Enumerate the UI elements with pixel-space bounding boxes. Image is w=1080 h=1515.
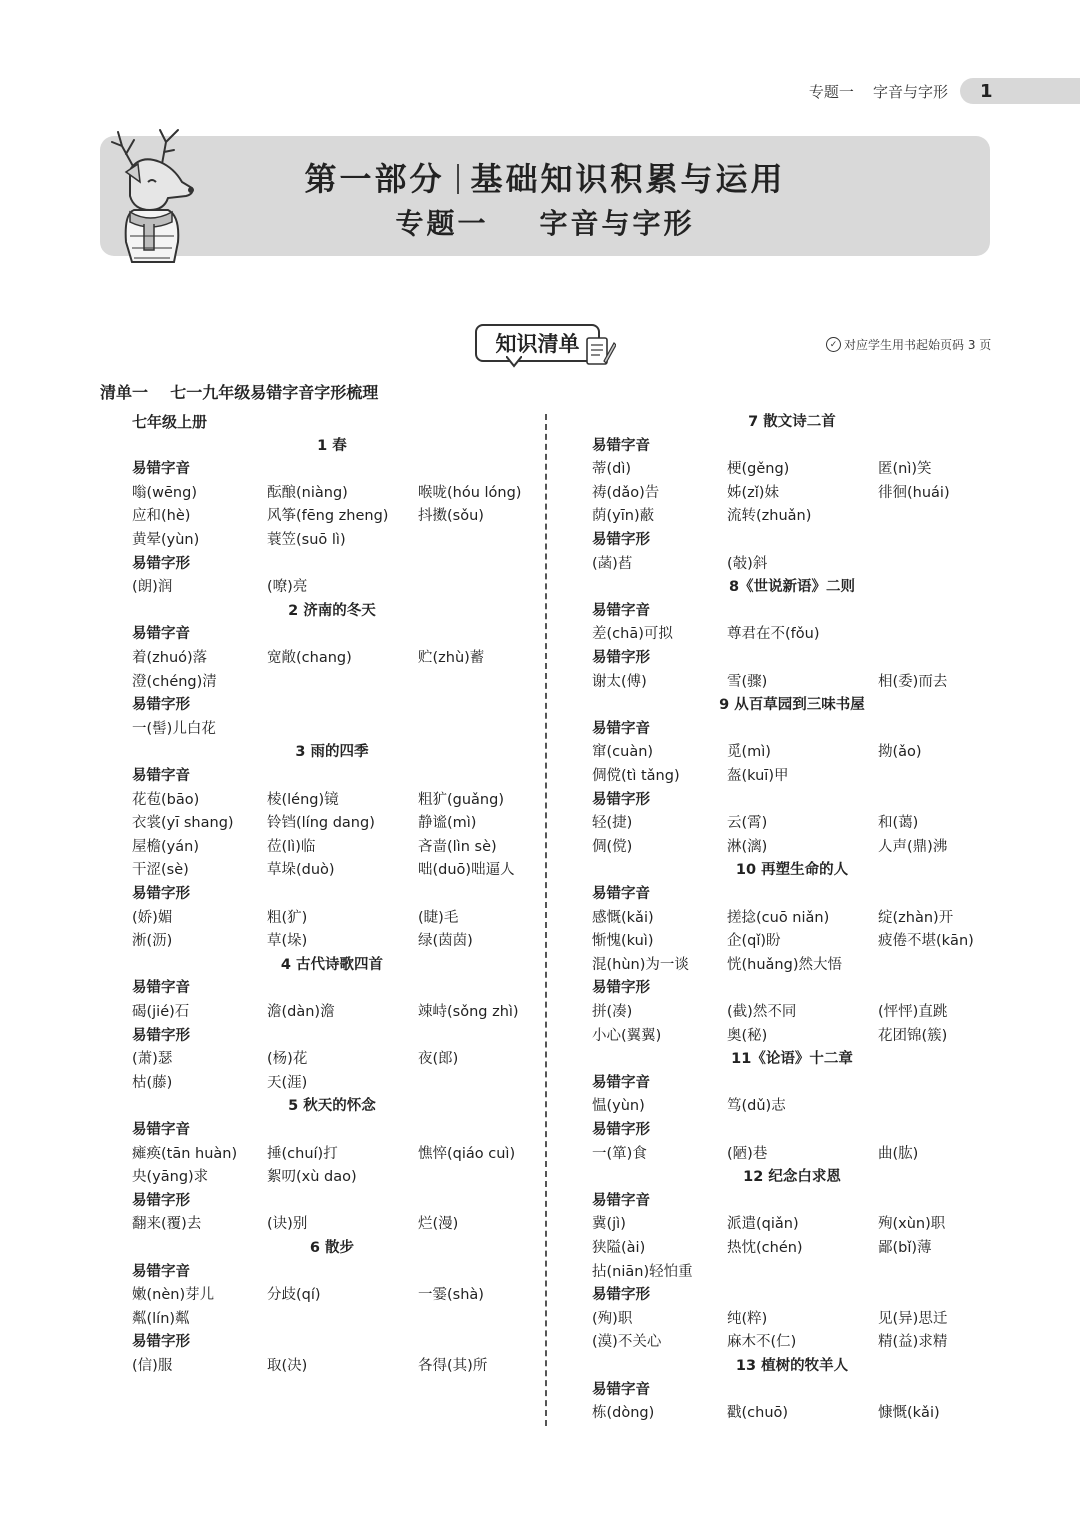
word-entry: 搓捻(cuō niǎn) — [727, 909, 830, 926]
category-heading: 易错字音 — [592, 1381, 650, 1398]
category-heading-line — [132, 882, 190, 906]
word-entry: 精(益)求精 — [878, 1334, 948, 1351]
check-circle-icon: ✓ — [826, 337, 841, 352]
word-entry: 草垛(duò) — [267, 862, 335, 879]
lesson-title-line — [592, 575, 992, 599]
word-entry: (攲)斜 — [727, 555, 768, 572]
word-entry: 倜(傥) — [592, 838, 633, 855]
lesson-title: 5 秋天的怀念 — [288, 1098, 376, 1115]
word-entry: 荫(yīn)蔽 — [592, 508, 655, 525]
running-header — [809, 78, 1080, 104]
word-entry: 纯(粹) — [727, 1310, 768, 1327]
word-entry: 着(zhuó)落 — [132, 650, 208, 666]
word-entry: 热忱(chén) — [727, 1240, 803, 1256]
lesson-title: 12 纪念白求恩 — [743, 1169, 841, 1186]
category-heading-line — [592, 434, 650, 458]
lesson-title-line — [132, 434, 532, 458]
word-entry: 倜傥(tì tǎng) — [592, 768, 680, 784]
word-entry: 见(异)思迁 — [878, 1310, 948, 1327]
category-heading-line — [592, 1378, 650, 1402]
lesson-title-line — [132, 1094, 532, 1118]
word-entry: 铃铛(líng dang) — [267, 815, 375, 832]
deer-mascot-illustration — [104, 124, 200, 266]
word-entry: 咄(duō)咄逼人 — [418, 862, 515, 879]
category-heading: 易错字形 — [132, 1192, 190, 1209]
word-entry: 翻来(覆)去 — [132, 1216, 202, 1233]
category-heading-line — [132, 552, 190, 576]
word-entry: (殉)职 — [592, 1310, 633, 1327]
category-heading: 易错字形 — [132, 1334, 190, 1351]
lesson-title-line — [592, 693, 992, 717]
word-entry: 梗(gěng) — [727, 461, 790, 478]
category-heading-line — [132, 764, 190, 788]
word-entry: 绿(茵茵) — [418, 933, 473, 950]
word-entry: 栋(dòng) — [592, 1405, 655, 1422]
word-entry: 拗(ǎo) — [878, 744, 922, 761]
word-entry: 碣(jié)石 — [132, 1004, 190, 1020]
word-entry: (陋)巷 — [727, 1145, 768, 1162]
category-heading-line — [592, 1189, 650, 1213]
lesson-title-line — [592, 858, 992, 882]
category-heading-line — [592, 599, 650, 623]
word-entry: (菡)萏 — [592, 555, 633, 572]
category-heading-line — [592, 788, 650, 812]
notepad-pen-icon — [584, 333, 616, 367]
word-entry: 取(决) — [267, 1358, 308, 1374]
word-entry: 酝酿(niàng) — [267, 484, 348, 501]
word-entry: 枯(藤) — [132, 1074, 173, 1091]
word-entry: 冀(jì) — [592, 1216, 626, 1233]
section-title: 清单一 七一九年级易错字音字形梳理 — [100, 383, 379, 402]
word-entry: 尊君在不(fǒu) — [727, 626, 820, 643]
chapter-banner — [100, 136, 990, 256]
word-entry: 感慨(kǎi) — [592, 909, 654, 926]
lesson-title-line — [132, 953, 532, 977]
category-heading: 易错字音 — [132, 1122, 190, 1138]
lesson-title-line — [132, 599, 532, 623]
word-entry: 憔悴(qiáo cuì) — [418, 1145, 516, 1162]
word-entry: 惭愧(kuì) — [592, 933, 654, 950]
category-heading: 易错字音 — [592, 1192, 650, 1209]
word-entry: 蓑笠(suō lì) — [267, 532, 346, 548]
lesson-title: 2 济南的冬天 — [288, 602, 376, 619]
category-heading: 易错字形 — [132, 1027, 190, 1044]
lesson-title-line — [132, 740, 532, 764]
word-entry: 静谧(mì) — [418, 815, 477, 832]
word-entry: 殉(xùn)职 — [878, 1216, 946, 1233]
category-heading: 易错字形 — [592, 980, 650, 997]
word-entry: 窜(cuàn) — [592, 744, 654, 761]
lesson-title: 10 再塑生命的人 — [735, 862, 849, 879]
part-title-a: 第一部分 — [304, 160, 445, 198]
word-entry: 企(qǐ)盼 — [727, 933, 781, 950]
knowledge-list-badge: 知识清单 — [475, 324, 600, 362]
category-heading-line — [132, 1189, 190, 1213]
word-entry: 恍(huǎng)然大悟 — [727, 956, 842, 973]
word-entry: 喉咙(hóu lóng) — [418, 484, 522, 501]
word-entry: 轻(捷) — [592, 815, 633, 832]
word-entry: 嫩(nèn)芽儿 — [132, 1287, 215, 1304]
column-divider — [545, 414, 547, 1426]
word-entry: 贮(zhù)蓄 — [418, 650, 485, 666]
word-entry: 淋(漓) — [727, 838, 768, 855]
word-entry: 瘫痪(tān huàn) — [132, 1145, 238, 1162]
category-heading-line — [592, 1118, 650, 1142]
word-entry: 莅(lì)临 — [267, 838, 316, 855]
word-entry: 盔(kuī)甲 — [727, 768, 789, 784]
word-entry: 天(涯) — [267, 1074, 308, 1091]
category-heading: 易错字形 — [132, 886, 190, 902]
category-heading: 易错字音 — [592, 886, 650, 902]
lesson-title: 13 植树的牧羊人 — [735, 1358, 849, 1374]
word-entry: (娇)媚 — [132, 909, 173, 926]
part-title-b: 基础知识积累与运用 — [470, 160, 786, 198]
textbook-reference — [826, 336, 991, 353]
word-entry: 拈(niān)轻怕重 — [592, 1263, 693, 1280]
word-entry: 粼(lín)粼 — [132, 1310, 190, 1327]
category-heading-line — [592, 882, 650, 906]
category-heading-line — [132, 1260, 190, 1284]
word-entry: 棱(léng)镜 — [267, 791, 339, 808]
word-entry: 衣裳(yī shang) — [132, 815, 234, 832]
word-entry: 匿(nì)笑 — [878, 461, 932, 478]
category-heading: 易错字形 — [592, 532, 650, 548]
word-entry: 流转(zhuǎn) — [727, 508, 812, 525]
page-number: 1 — [960, 78, 1080, 104]
lesson-title: 1 春 — [317, 437, 347, 454]
category-heading: 易错字音 — [592, 602, 650, 619]
category-heading: 易错字音 — [592, 720, 650, 737]
word-entry: 干涩(sè) — [132, 862, 189, 879]
word-entry: 觅(mì) — [727, 744, 771, 761]
word-entry: 徘徊(huái) — [878, 484, 950, 501]
category-heading: 易错字音 — [132, 768, 190, 784]
word-entry: 姊(zǐ)妹 — [727, 484, 779, 501]
category-heading: 易错字形 — [592, 1122, 650, 1138]
category-heading: 易错字音 — [132, 980, 190, 997]
word-entry: 云(霄) — [727, 815, 768, 832]
word-entry: 粗(犷) — [267, 909, 308, 926]
word-entry: 鄙(bǐ)薄 — [878, 1240, 932, 1256]
word-entry: 宽敞(chang) — [267, 650, 352, 666]
word-entry: (怦怦)直跳 — [878, 1004, 948, 1020]
category-heading-line — [592, 1283, 650, 1307]
category-heading: 易错字形 — [592, 791, 650, 808]
word-entry: 绽(zhàn)开 — [878, 909, 954, 926]
word-entry: (嘹)亮 — [267, 579, 308, 596]
word-entry: 央(yāng)求 — [132, 1169, 209, 1186]
word-entry: 草(垛) — [267, 933, 308, 950]
category-heading: 易错字形 — [592, 1287, 650, 1304]
word-entry: 奥(秘) — [727, 1027, 768, 1044]
category-heading-line — [132, 693, 190, 717]
lesson-title-line — [592, 1047, 992, 1071]
word-entry: 捶(chuí)打 — [267, 1145, 338, 1162]
word-entry: 花团锦(簇) — [878, 1027, 948, 1044]
lesson-title: 7 散文诗二首 — [748, 414, 836, 430]
category-heading-line — [592, 717, 650, 741]
category-heading-line — [132, 1024, 190, 1048]
grade-heading: 七年级上册 — [132, 413, 208, 431]
word-entry: 曲(肱) — [878, 1145, 919, 1162]
word-entry: 愠(yùn) — [592, 1098, 645, 1115]
word-entry: (萧)瑟 — [132, 1051, 173, 1068]
category-heading-line — [132, 622, 190, 646]
word-entry: 应和(hè) — [132, 508, 191, 525]
word-entry: 抖擞(sǒu) — [418, 508, 484, 525]
category-heading-line — [592, 528, 650, 552]
category-heading-line — [592, 646, 650, 670]
category-heading: 易错字音 — [592, 1074, 650, 1091]
word-entry: 一(髻)儿白花 — [132, 720, 216, 737]
word-entry: 派遣(qiǎn) — [727, 1216, 799, 1233]
word-entry: 嗡(wēng) — [132, 484, 197, 501]
category-heading-line — [592, 976, 650, 1000]
lesson-title-line — [592, 1354, 992, 1378]
word-entry: 和(蔼) — [878, 815, 919, 832]
word-entry: (信)服 — [132, 1358, 173, 1374]
word-entry: 絮叨(xù dao) — [267, 1169, 357, 1186]
word-entry: 一(箪)食 — [592, 1145, 647, 1162]
title-separator — [457, 164, 459, 194]
word-entry: 雪(骤) — [727, 673, 768, 690]
word-entry: 相(委)而去 — [878, 673, 948, 690]
word-entry: 人声(鼎)沸 — [878, 838, 948, 855]
word-entry: 竦峙(sǒng zhì) — [418, 1004, 519, 1020]
word-entry: 各得(其)所 — [418, 1358, 488, 1374]
category-heading: 易错字形 — [132, 697, 190, 714]
word-entry: 澹(dàn)澹 — [267, 1004, 335, 1020]
category-heading: 易错字音 — [592, 437, 650, 454]
lesson-title: 4 古代诗歌四首 — [280, 956, 384, 973]
word-entry: 麻木不(仁) — [727, 1334, 797, 1351]
lesson-title: 3 雨的四季 — [295, 744, 369, 761]
lesson-title-line — [592, 410, 992, 434]
part-title — [100, 154, 990, 200]
word-entry: (朗)润 — [132, 579, 173, 596]
word-entry: 黄晕(yùn) — [132, 532, 200, 548]
word-entry: 粗犷(guǎng) — [418, 791, 504, 808]
word-entry: 谢太(傅) — [592, 673, 647, 690]
word-entry: 分歧(qí) — [267, 1287, 321, 1304]
word-entry: 烂(漫) — [418, 1216, 459, 1233]
word-entry: (诀)别 — [267, 1216, 308, 1233]
word-entry: 小心(翼翼) — [592, 1027, 662, 1044]
word-entry: 花苞(bāo) — [132, 791, 200, 808]
category-heading: 易错字音 — [132, 461, 190, 478]
word-entry: 混(hùn)为一谈 — [592, 956, 689, 973]
word-entry: 风筝(fēng zheng) — [267, 508, 389, 525]
category-heading-line — [592, 1071, 650, 1095]
word-entry: 一霎(shà) — [418, 1287, 484, 1304]
word-entry: 夜(郎) — [418, 1051, 459, 1068]
word-entry: 慷慨(kǎi) — [878, 1405, 940, 1422]
category-heading: 易错字音 — [132, 1263, 190, 1280]
word-entry: 狭隘(ài) — [592, 1240, 646, 1256]
word-entry: 蒂(dì) — [592, 461, 632, 478]
category-heading-line — [132, 1330, 190, 1354]
word-entry: (漠)不关心 — [592, 1334, 662, 1351]
word-entry: 澄(chéng)清 — [132, 673, 217, 690]
running-title: 专题一 字音与字形 — [808, 82, 948, 101]
word-entry: 吝啬(lìn sè) — [418, 838, 497, 855]
lesson-title: 11《论语》十二章 — [731, 1051, 853, 1068]
word-entry: (睫)毛 — [418, 909, 459, 926]
word-entry: (杨)花 — [267, 1051, 308, 1068]
lesson-title-line — [592, 1165, 992, 1189]
word-entry: 疲倦不堪(kān) — [878, 933, 974, 950]
category-heading: 易错字形 — [132, 555, 190, 572]
word-entry: 淅(沥) — [132, 933, 173, 950]
category-heading: 易错字音 — [132, 626, 190, 643]
lesson-title-line — [132, 1236, 532, 1260]
category-heading-line — [132, 457, 190, 481]
word-entry: 笃(dǔ)志 — [727, 1098, 786, 1115]
word-entry: 拼(凑) — [592, 1004, 633, 1020]
lesson-title: 8《世说新语》二则 — [728, 579, 856, 596]
lesson-title: 9 从百草园到三味书屋 — [719, 697, 865, 714]
word-entry: 差(chā)可拟 — [592, 626, 673, 643]
category-heading: 易错字形 — [592, 650, 650, 666]
word-entry: 祷(dǎo)告 — [592, 484, 660, 501]
badge-tail — [506, 356, 522, 368]
word-entry: 戳(chuō) — [727, 1405, 789, 1422]
reference-text: 对应学生用书起始页码 3 页 — [844, 338, 992, 352]
topic-title: 专题一 字音与字形 — [395, 207, 695, 240]
grade-heading-line — [132, 410, 207, 434]
lesson-title: 6 散步 — [309, 1240, 355, 1256]
word-entry: (截)然不同 — [727, 1004, 797, 1020]
word-entry: 屋檐(yán) — [132, 838, 199, 855]
category-heading-line — [132, 976, 190, 1000]
category-heading-line — [132, 1118, 190, 1142]
